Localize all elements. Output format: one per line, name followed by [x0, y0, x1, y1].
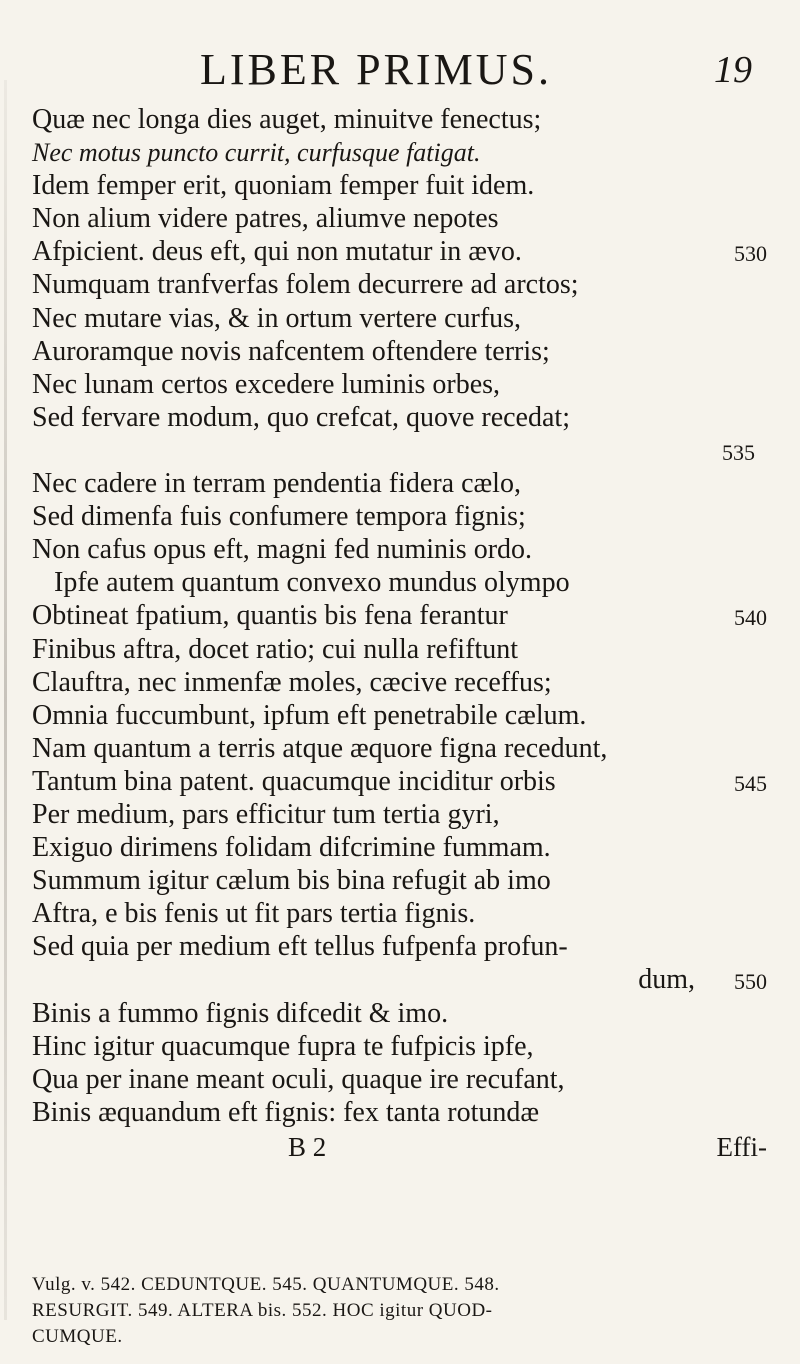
verse-text: Numquam tranfverfas folem decurrere ad arctos; — [32, 269, 579, 301]
line-number: 530 — [734, 241, 767, 267]
verse-line — [32, 699, 767, 732]
verse-text: Ipfe autem quantum convexo mundus olympo — [54, 567, 570, 599]
verse-text: Qua per inane meant oculi, quaque ire recufant, — [32, 1063, 565, 1095]
verse-text: Per medium, pars efficitur tum tertia gyri, — [32, 798, 500, 830]
verse-text: Sed quia per medium eft tellus fufpenfa profun- — [32, 931, 568, 963]
page-edge-shadow — [4, 80, 7, 1320]
verse-line — [32, 566, 767, 599]
verse-line — [32, 997, 767, 1030]
catch-line — [32, 1129, 767, 1165]
verse-line — [32, 633, 767, 666]
verse-text: Nec lunam certos excedere luminis orbes, — [32, 368, 501, 400]
verse-block — [32, 103, 767, 1165]
verse-line — [32, 401, 767, 434]
signature-mark: B 2 — [288, 1131, 327, 1162]
verse-text: Clauftra, nec inmenfæ moles, cæcive receffus; — [32, 666, 552, 698]
verse-line — [32, 335, 767, 368]
line-number: 540 — [734, 605, 767, 631]
footnote-line: RESURGIT. 549. ALTERA bis. 552. HOC igitur QUOD- — [32, 1300, 493, 1321]
verse-line — [32, 864, 767, 897]
verse-text: Nec cadere in terram pendentia fidera cælo, — [32, 468, 521, 500]
verse-line — [32, 202, 767, 235]
verse-line — [32, 666, 767, 699]
footnote-line: Vulg. v. 542. CEDUNTQUE. 545. QUANTUMQUE. 548. — [32, 1274, 500, 1295]
verse-text: Omnia fuccumbunt, ipfum eft penetrabile cælum. — [32, 699, 587, 731]
verse-line — [32, 302, 767, 335]
verse-line — [32, 467, 767, 500]
verse-text: Finibus aftra, docet ratio; cui nulla refiftunt — [32, 633, 518, 665]
verse-line — [32, 103, 767, 136]
verse-text: Obtineat fpatium, quantis bis fena ferantur — [32, 600, 508, 632]
verse-text: Tantum bina patent. quacumque inciditur orbis — [32, 765, 556, 797]
line-number: 545 — [734, 770, 767, 796]
verse-text: Binis a fummo fignis difcedit & imo. — [32, 997, 449, 1029]
verse-text: Nec mutare vias, & in ortum vertere curfus, — [32, 302, 522, 334]
verse-text: Hinc igitur quacumque fupra te fufpicis ipfe, — [32, 1030, 534, 1062]
verse-text: Binis æquandum eft fignis: fex tanta rotundæ — [32, 1096, 540, 1128]
verse-line — [32, 765, 767, 798]
verse-text: Exiguo dirimens folidam difcrimine fummam. — [32, 832, 551, 864]
verse-line — [32, 599, 767, 632]
verse-text: dum, — [638, 964, 695, 996]
verse-text: Idem femper erit, quoniam femper fuit idem. — [32, 170, 535, 202]
catchword: Effi- — [716, 1131, 767, 1162]
verse-text: Non cafus opus eft, magni fed numinis ordo. — [32, 534, 533, 566]
line-number: 550 — [734, 969, 767, 995]
verse-line — [32, 1096, 767, 1129]
verse-text: Sed fervare modum, quo crefcat, quove recedat; — [32, 401, 570, 433]
verse-text: Non alium videre patres, aliumve nepotes — [32, 203, 499, 235]
verse-line — [32, 136, 767, 169]
verse-line — [32, 732, 767, 765]
page-header — [0, 40, 800, 100]
footnote-line: CUMQUE. — [32, 1326, 123, 1347]
verse-line — [32, 169, 767, 202]
verse-text: Aftra, e bis fenis ut fit pars tertia fignis. — [32, 898, 476, 930]
verse-text: Nec motus puncto currit, curfusque fatigat. — [32, 138, 481, 168]
verse-text: Afpicient. deus eft, qui non mutatur in ævo. — [32, 236, 522, 268]
verse-line — [32, 500, 767, 533]
verse-line — [32, 533, 767, 566]
variant-readings-footnote — [32, 1272, 772, 1350]
verse-line — [32, 963, 767, 996]
verse-text: Sed dimenfa fuis confumere tempora fignis; — [32, 501, 526, 533]
page-number: 19 — [714, 49, 752, 91]
verse-line — [32, 434, 767, 467]
verse-line — [32, 831, 767, 864]
verse-line — [32, 798, 767, 831]
verse-text: Summum igitur cælum bis bina refugit ab imo — [32, 865, 551, 897]
verse-line — [32, 930, 767, 963]
verse-text: Quæ nec longa dies auget, minuitve fenectus; — [32, 104, 542, 135]
running-title: LIBER PRIMUS. — [200, 45, 552, 94]
verse-line — [32, 1063, 767, 1096]
verse-text: Nam quantum a terris atque æquore figna recedunt, — [32, 732, 608, 764]
verse-line — [32, 1030, 767, 1063]
verse-line — [32, 368, 767, 401]
verse-line — [32, 235, 767, 268]
verse-line — [32, 268, 767, 301]
verse-line — [32, 897, 767, 930]
line-number: 535 — [722, 439, 755, 465]
verse-text: Auroramque novis nafcentem oftendere terris; — [32, 335, 550, 367]
